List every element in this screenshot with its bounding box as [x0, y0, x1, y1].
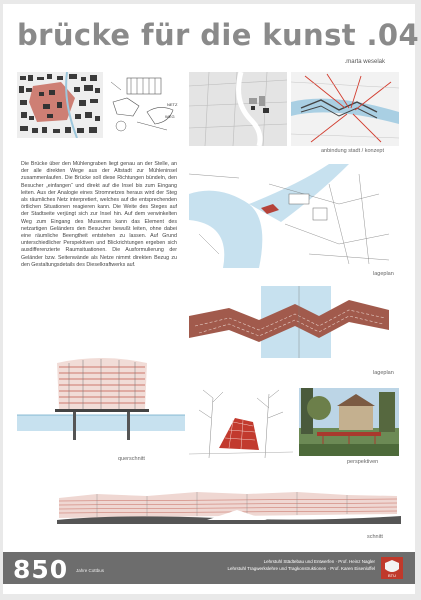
project-description: Die Brücke über den Mühlengraben liegt genau an der Stelle, an der alle direkten Wege aus der Altstadt zur Mühleninsel zusammenlaufen. Die Brücke soll diese Richtungen bündeln, den Besucher „einfangen“ und direkt auf die Insel bis zum Eingang leiten. Aus der Analogie eines Stromnetzes heraus wird der Steg als räumliches Netz interpretiert, welches auf die entsprechenden örtlichen Situationen reagieren kann. Die Weite des Steges auf der Stadtseite verjüngt sich zur Insel hin. Auf dem verwinkelten Weg zum Eingang des Museums kann das Element des netzartigen Geländers den Besucher bewußt leiten, ohne dabei eine räumliche Beengtheit entstehen zu lassen. Auf Grund unterschiedlicher Perspektiven und Blickrichtungen ergeben sich ausdifferenzierte Raumsituationen. Die Ausformulierung der Geländer bzw. Seitenwände als Netze nimmt direkten Bezug zu den Gestaltungsdetails des Dieselkraftwerks auf.: [21, 161, 177, 268]
anniversary-label: Jahre Cottbus: [76, 568, 105, 573]
city-map-image: [17, 72, 103, 138]
concept-sketch-image: [107, 72, 185, 138]
caption-lageplan-2: lageplan: [373, 370, 394, 376]
site-plan-gray-image: [189, 72, 287, 146]
chair-urbanism: Lehrstuhl Städtebau und Entwerfen · Prof. Heinz Nagler: [263, 559, 375, 564]
bridge-plan-image: [189, 286, 399, 358]
caption-lageplan-1: lageplan: [373, 271, 394, 277]
caption-perspektiven: perspektiven: [347, 459, 379, 465]
site-plan-image: [189, 164, 399, 268]
chairs-credits: [228, 559, 376, 572]
caption-querschnitt: querschnitt: [118, 456, 145, 462]
sketch-label-weg: WEG: [165, 114, 175, 119]
university-logo-text: BTU: [388, 573, 396, 578]
cross-section-image: [17, 353, 185, 453]
poster-sheet: [3, 4, 420, 594]
chair-structures: Lehrstuhl Tragwerkslehre und Tragkonstruktionen · Prof. Karen Eisenloffel: [227, 565, 375, 571]
perspective-photo-image: [299, 388, 399, 456]
anniversary-number: 850: [13, 555, 69, 584]
footer-bar: [3, 552, 415, 584]
sketch-label-netz: NETZ: [167, 102, 178, 107]
long-section-image: [57, 484, 401, 530]
perspective-sketch-image: [189, 388, 293, 458]
caption-anbindung: anbindung stadt / konzept: [321, 148, 384, 154]
poster-title: brücke für die kunst .04: [17, 18, 420, 52]
connection-concept-image: [291, 72, 399, 146]
university-logo: [381, 557, 403, 579]
caption-schnitt: schnitt: [367, 534, 383, 540]
author-name: .marta weselak: [344, 59, 385, 65]
